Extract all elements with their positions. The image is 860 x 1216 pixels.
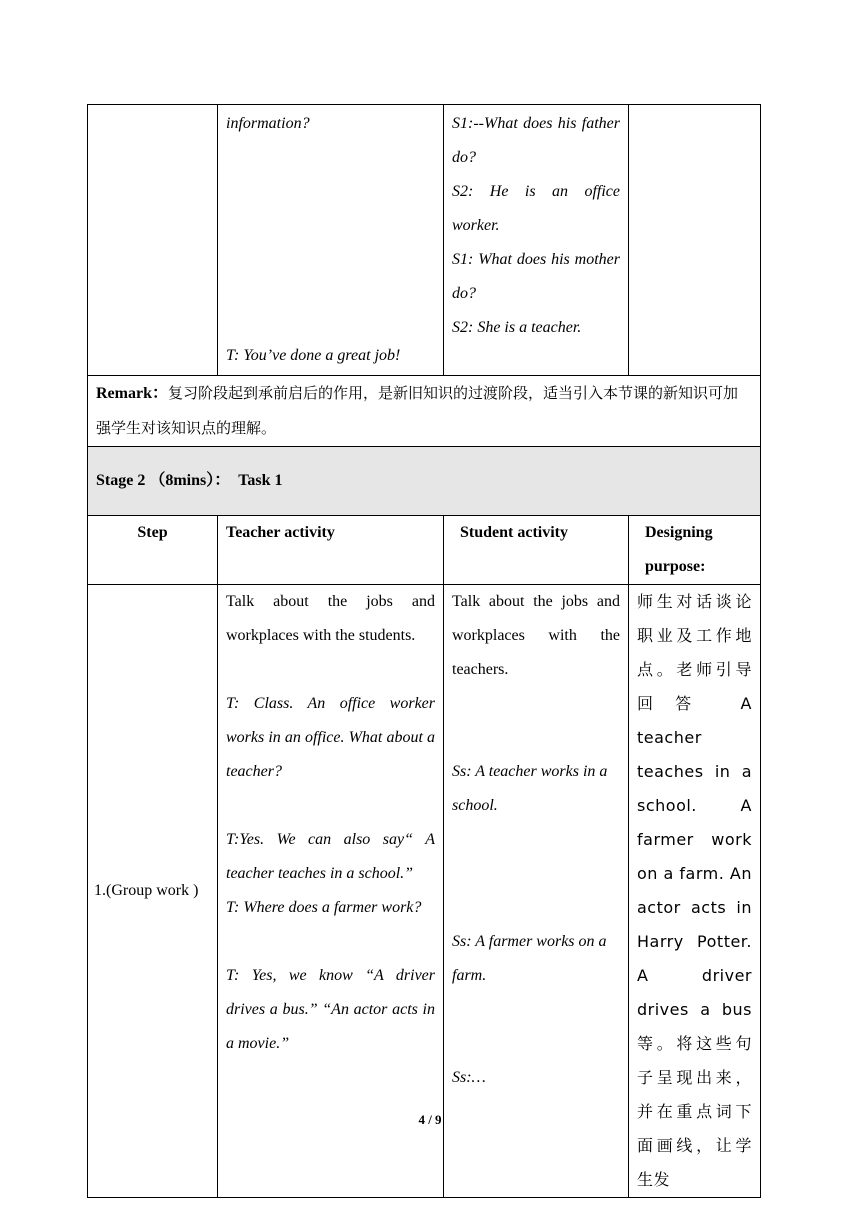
student-line: S1: What does his mother do? <box>452 251 620 302</box>
student-activity-cell <box>444 585 629 1198</box>
student-activity-cell <box>444 105 629 376</box>
teacher-activity-cell <box>218 105 444 376</box>
lesson-plan-table <box>87 104 761 1198</box>
remark-label: Remark： <box>96 385 168 402</box>
purpose-cell <box>629 105 761 376</box>
table-row <box>88 585 761 1198</box>
step-cell <box>88 105 218 376</box>
teacher-question: T:Yes. We can also say“ A teacher teaches in a school.” <box>226 831 435 882</box>
table-header-row <box>88 516 761 585</box>
remark-cell <box>88 376 761 447</box>
purpose-text: 师生对话谈论职业及工作地点。老师引导回答 A teacher teaches in a school. A farmer work on a farm. An actor acts in Harry Potter. A driver drives a bus 等。将这些句子呈现出来， 并在重点词下面画线，让学生发 <box>637 592 752 1189</box>
purpose-cell <box>629 585 761 1198</box>
step-cell <box>88 585 218 1198</box>
teacher-question: T: Class. An office worker works in an office. What about a teacher? <box>226 695 435 780</box>
student-line: S2: He is an office worker. <box>452 183 620 234</box>
student-answer: Ss: A teacher works in a school. <box>452 763 608 814</box>
teacher-question: T: Yes, we know “A driver drives a bus.” “An actor acts in a movie.” <box>226 967 435 1052</box>
page-number: 4 / 9 <box>418 1112 442 1127</box>
stage-row <box>88 447 761 516</box>
teacher-line: information? <box>226 115 310 132</box>
student-activity-header: Student activity <box>444 516 629 585</box>
teacher-question: T: Where does a farmer work? <box>226 899 422 916</box>
student-answer: Ss:… <box>452 1069 486 1086</box>
remark-row <box>88 376 761 447</box>
step-label: 1.(Group work ) <box>94 882 199 899</box>
teacher-activity-cell <box>218 585 444 1198</box>
student-line: S2: She is a teacher. <box>452 319 582 336</box>
table-row <box>88 105 761 376</box>
student-line: S1:--What does his father do? <box>452 115 620 166</box>
teacher-line: T: You’ve done a great job! <box>226 347 401 364</box>
stage-heading: Stage 2 （8mins）： Task 1 <box>88 447 761 516</box>
teacher-intro: Talk about the jobs and workplaces with the students. <box>226 593 435 644</box>
teacher-activity-header: Teacher activity <box>218 516 444 585</box>
student-intro: Talk about the jobs and workplaces with the teachers. <box>452 593 620 678</box>
step-header: Step <box>88 516 218 585</box>
student-answer: Ss: A farmer works on a farm. <box>452 933 607 984</box>
remark-text: 复习阶段起到承前启后的作用，是新旧知识的过渡阶段，适当引入本节课的新知识可加强学生对该知识点的理解。 <box>96 384 739 437</box>
designing-purpose-header: Designing purpose: <box>629 516 761 585</box>
